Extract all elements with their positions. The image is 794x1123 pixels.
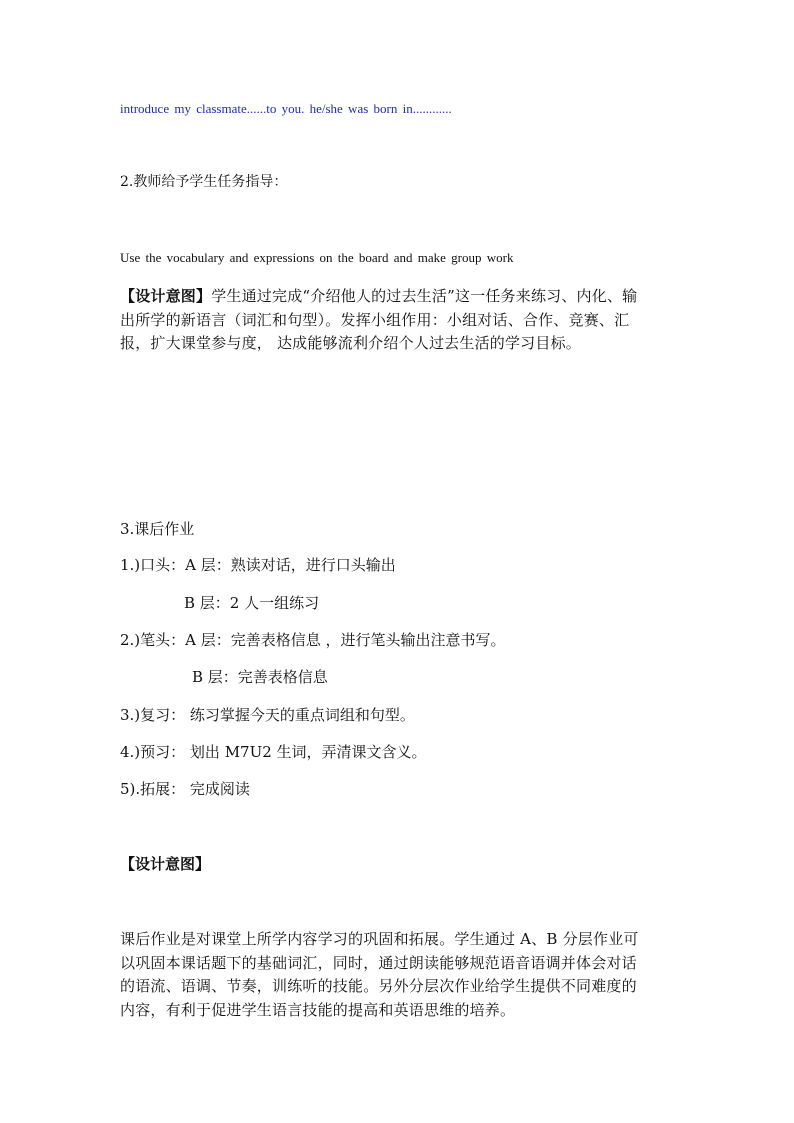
closing-line-1: 课后作业是对课堂上所学内容学习的巩固和拓展。学生通过 A、B 分层作业可: [120, 930, 639, 948]
homework-item-2-b: B 层：完善表格信息: [192, 668, 328, 686]
section-2-heading: 2.教师给予学生任务指导：: [120, 174, 288, 190]
design-intent-paragraph-1: [120, 285, 680, 356]
design-intent-line-3: 报，扩大课堂参与度， 达成能够流利介绍个人过去生活的学习目标。: [120, 334, 581, 352]
homework-item-5: 5).拓展： 完成阅读: [120, 780, 250, 798]
design-intent-text: 学生通过完成“介绍他人的过去生活”这一任务来练习、内化、输: [211, 287, 638, 305]
closing-line-2: 以巩固本课话题下的基础词汇，同时，通过朗读能够规范语音语调并体会对话: [120, 953, 637, 972]
section-3-heading: 3.课后作业: [120, 520, 195, 538]
closing-line-4: 内容，有利于促进学生语言技能的提高和英语思维的培养。: [120, 1000, 516, 1019]
homework-item-2-a: 2.)笔头：A 层：完善表格信息 ，进行笔头输出注意书写。: [120, 631, 506, 649]
design-intent-label: 【设计意图】: [120, 287, 212, 305]
design-intent-line-1: [120, 285, 680, 309]
homework-item-3: 3.)复习： 练习掌握今天的重点词组和句型。: [120, 706, 415, 724]
homework-item-1-b: B 层：2 人一组练习: [184, 594, 320, 612]
homework-item-1-a: 1.)口头：A 层：熟读对话，进行口头输出: [120, 556, 396, 574]
closing-paragraph: [120, 928, 680, 1022]
homework-item-4: 4.)预习： 划出 M7U2 生词，弄清课文含义。: [120, 743, 427, 761]
instruction-english: Use the vocabulary and expressions on the board and make group work: [120, 250, 514, 265]
closing-line-3: 的语流、语调、节奏，训练听的技能。另外分层次作业给学生提供不同难度的: [120, 977, 637, 995]
design-intent-line-2: 出所学的新语言（词汇和句型）。发挥小组作用：小组对话、合作、竞赛、汇: [120, 310, 630, 329]
intro-sentence: introduce my classmate......to you. he/she was born in............: [120, 101, 452, 116]
design-intent-2-label: 【设计意图】: [120, 855, 211, 873]
